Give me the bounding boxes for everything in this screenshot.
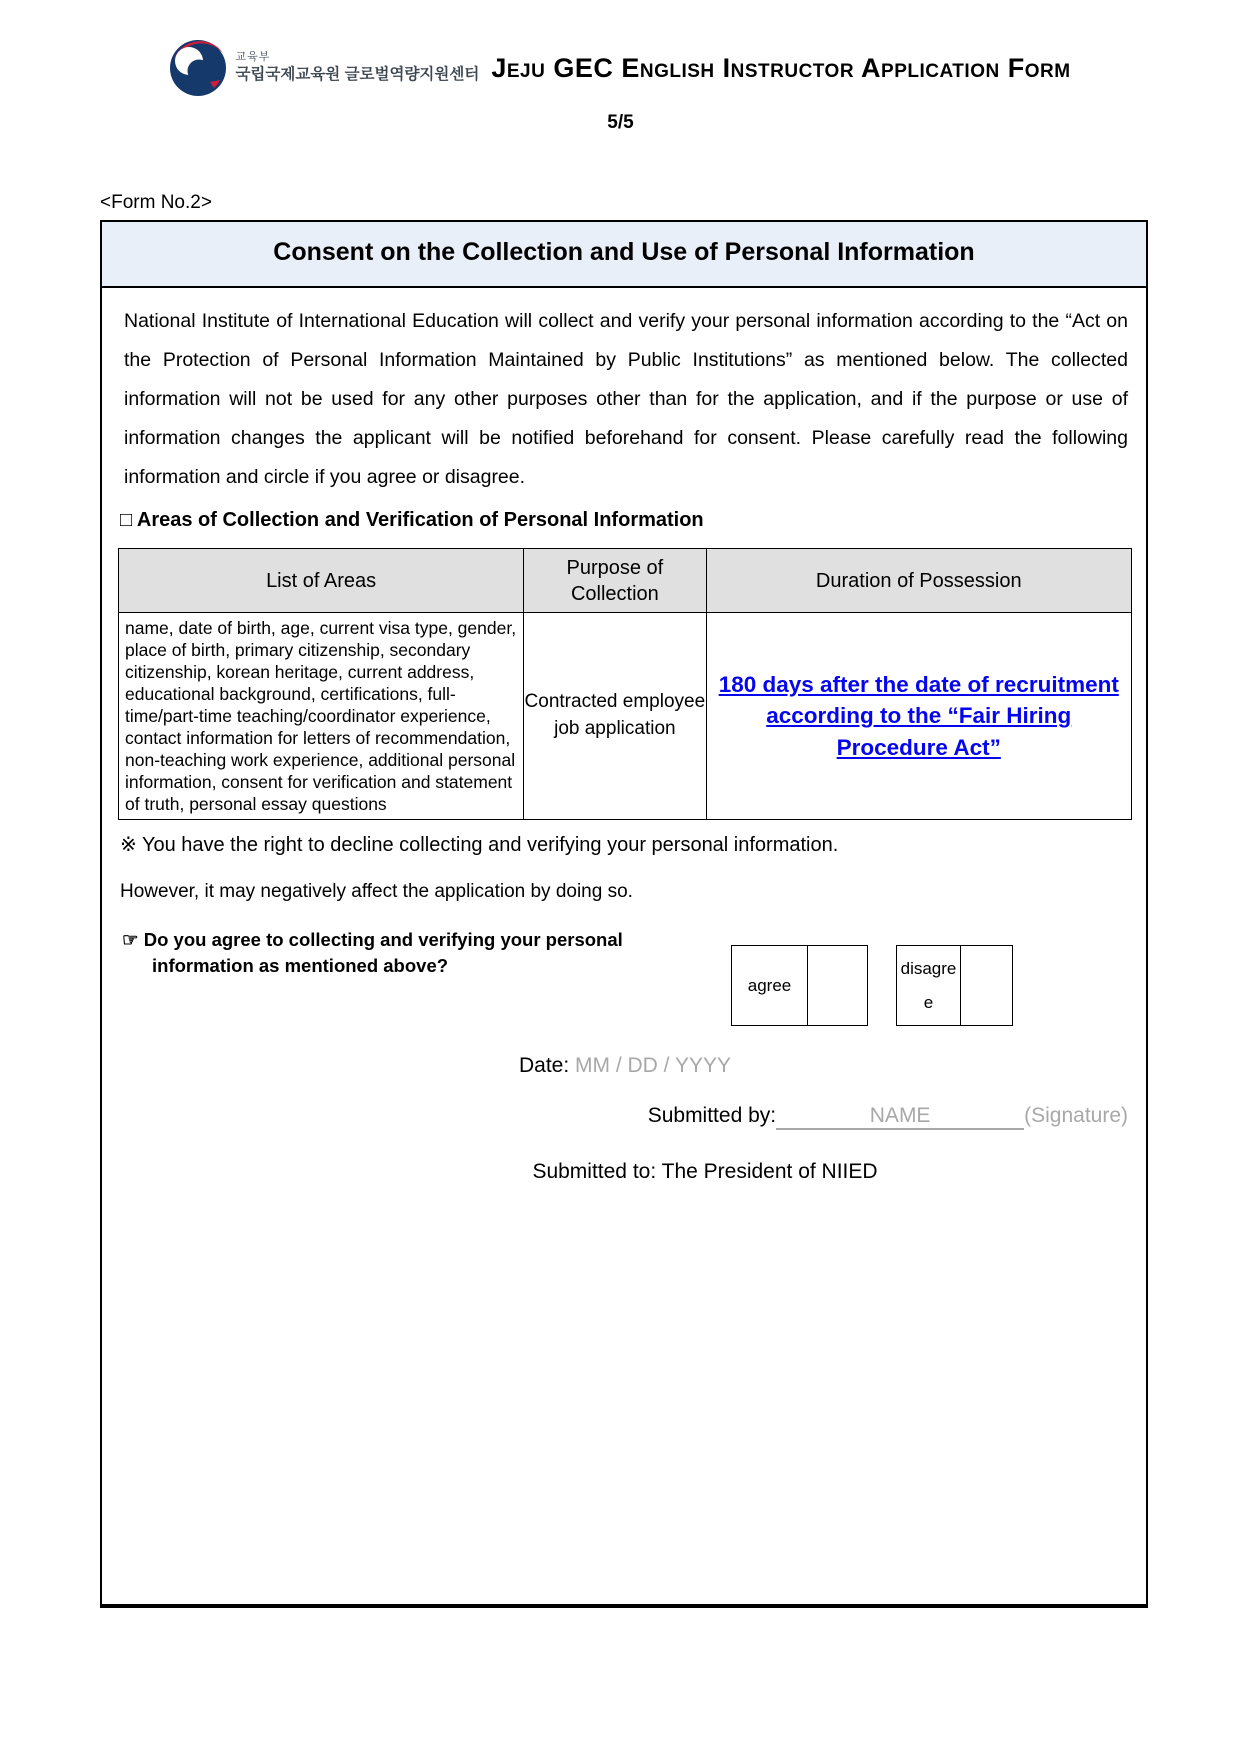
agreement-question — [118, 927, 683, 1026]
column-header-purpose: Purpose of Collection — [524, 549, 706, 613]
signature-label: (Signature) — [1024, 1104, 1128, 1127]
agreement-question-row — [118, 927, 1132, 1026]
moe-logo — [170, 40, 479, 96]
agreement-question-text: Do you agree to collecting and verifying your personal information as mentioned above? — [143, 929, 623, 976]
organization-name: 국립국제교육원 글로벌역량지원센터 — [235, 66, 480, 84]
column-header-list-of-areas: List of Areas — [119, 549, 524, 613]
purpose-cell: Contracted employee job application — [524, 613, 706, 820]
consent-form-box — [100, 220, 1148, 1608]
submitted-to-line: Submitted to: The President of NIIED — [532, 1160, 878, 1183]
name-signature-field[interactable]: NAME — [776, 1104, 1024, 1130]
page-header — [0, 0, 1241, 96]
areas-of-collection-table — [118, 548, 1132, 820]
date-input-placeholder[interactable]: MM / DD / YYYY — [575, 1054, 732, 1077]
submitted-by-line — [118, 1104, 1132, 1130]
date-label: Date: — [518, 1054, 570, 1077]
disagree-mark-cell[interactable] — [961, 946, 1013, 1026]
consent-body — [102, 288, 1146, 1184]
areas-section-heading: □ Areas of Collection and Verification of Personal Information — [120, 509, 704, 531]
agree-mark-cell[interactable] — [808, 946, 868, 1026]
consent-intro-paragraph: National Institute of International Education will collect and verify your personal information according to the “Act on the Protection of Personal Information Maintained by Public Institutions” as mentioned below. The collected information will not be used for any other purposes other than for the application, and if the purpose or use of information changes the applicant will be notified beforehand for consent. Please carefully read the following information and circle if you agree or disagree. — [124, 310, 1128, 488]
page-indicator: 5/5 — [607, 112, 634, 133]
date-line — [118, 1054, 1132, 1078]
negative-effect-note: However, it may negatively affect the application by doing so. — [120, 881, 633, 902]
agree-choice-table — [731, 945, 868, 1026]
table-row — [119, 613, 1132, 820]
consent-title: Consent on the Collection and Use of Personal Information — [102, 222, 1146, 288]
ministry-name: 교육부 — [235, 51, 271, 64]
moe-logo-text — [235, 51, 479, 84]
agree-label: agree — [732, 946, 808, 1026]
decline-right-note: ※ You have the right to decline collecting and verifying your personal information. — [120, 834, 839, 856]
submitted-by-label: Submitted by: — [647, 1104, 777, 1127]
duration-link[interactable]: 180 days after the date of recruitment according to the “Fair Hiring Procedure Act” — [706, 613, 1131, 820]
form-number-label: <Form No.2> — [100, 192, 212, 213]
disagree-label: disagree — [897, 946, 961, 1026]
disagree-choice-table — [896, 945, 1013, 1026]
list-of-areas-cell: name, date of birth, age, current visa type, gender, place of birth, primary citizenship, secondary citizenship, korean heritage, current address, educational background, certifications, full-time/part-time teaching/coordinator experience, contact information for letters of recommendation, non-teaching work experience, additional personal information, consent for verification and statement of truth, personal essay questions — [119, 613, 524, 820]
pointing-hand-icon: ☞ — [122, 929, 139, 950]
choice-tables — [731, 945, 1013, 1026]
column-header-duration: Duration of Possession — [706, 549, 1131, 613]
document-title: Jeju GEC English Instructor Application Form — [491, 52, 1071, 83]
table-header-row — [119, 549, 1132, 613]
moe-taegeuk-icon — [170, 40, 226, 96]
